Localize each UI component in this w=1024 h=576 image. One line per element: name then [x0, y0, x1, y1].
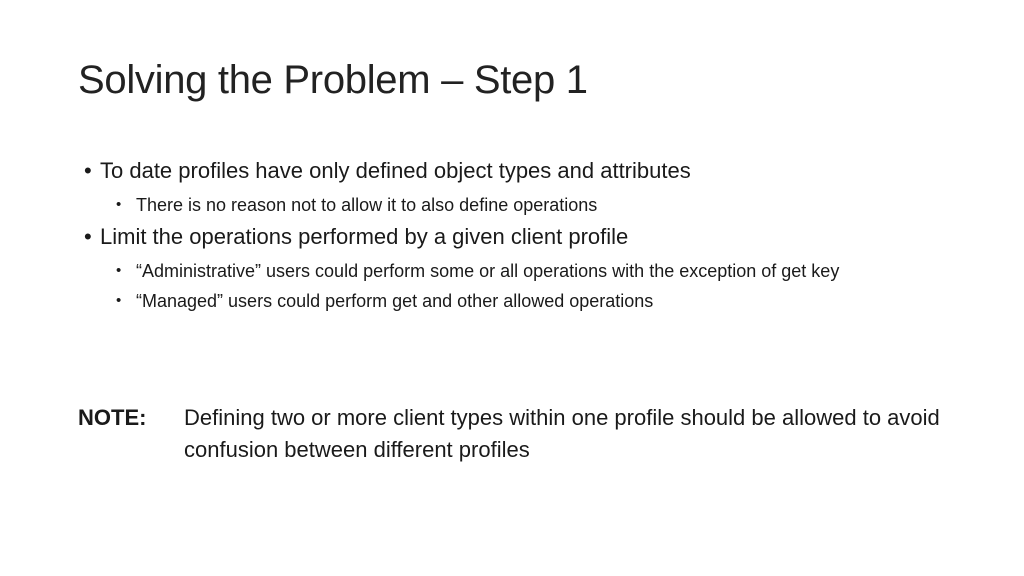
slide-title: Solving the Problem – Step 1 — [78, 58, 588, 102]
sub-bullet-icon: • — [116, 196, 122, 213]
sub-bullet-text: There is no reason not to allow it to also define operations — [136, 195, 598, 215]
bullet-icon: • — [84, 224, 92, 249]
sub-bullet-text: “Administrative” users could perform some or all operations with the exception of get key — [136, 261, 840, 281]
sub-bullet-item — [116, 258, 876, 284]
note-text: Defining two or more client types within one profile should be allowed to avoid confusion between different profiles — [184, 405, 940, 462]
sub-bullet-item — [116, 192, 960, 218]
note-label: NOTE: — [78, 405, 147, 430]
sub-bullet-icon: • — [116, 292, 122, 309]
bullet-item — [84, 156, 960, 186]
bullet-list — [84, 156, 960, 318]
sub-bullet-item — [116, 288, 960, 314]
sub-bullet-text: “Managed” users could perform get and other allowed operations — [136, 291, 654, 311]
bullet-text: Limit the operations performed by a given client profile — [100, 224, 629, 249]
bullet-item — [84, 222, 960, 252]
sub-bullet-icon: • — [116, 262, 122, 279]
bullet-icon: • — [84, 158, 92, 183]
note-block — [78, 402, 958, 466]
bullet-text: To date profiles have only defined object types and attributes — [100, 158, 691, 183]
